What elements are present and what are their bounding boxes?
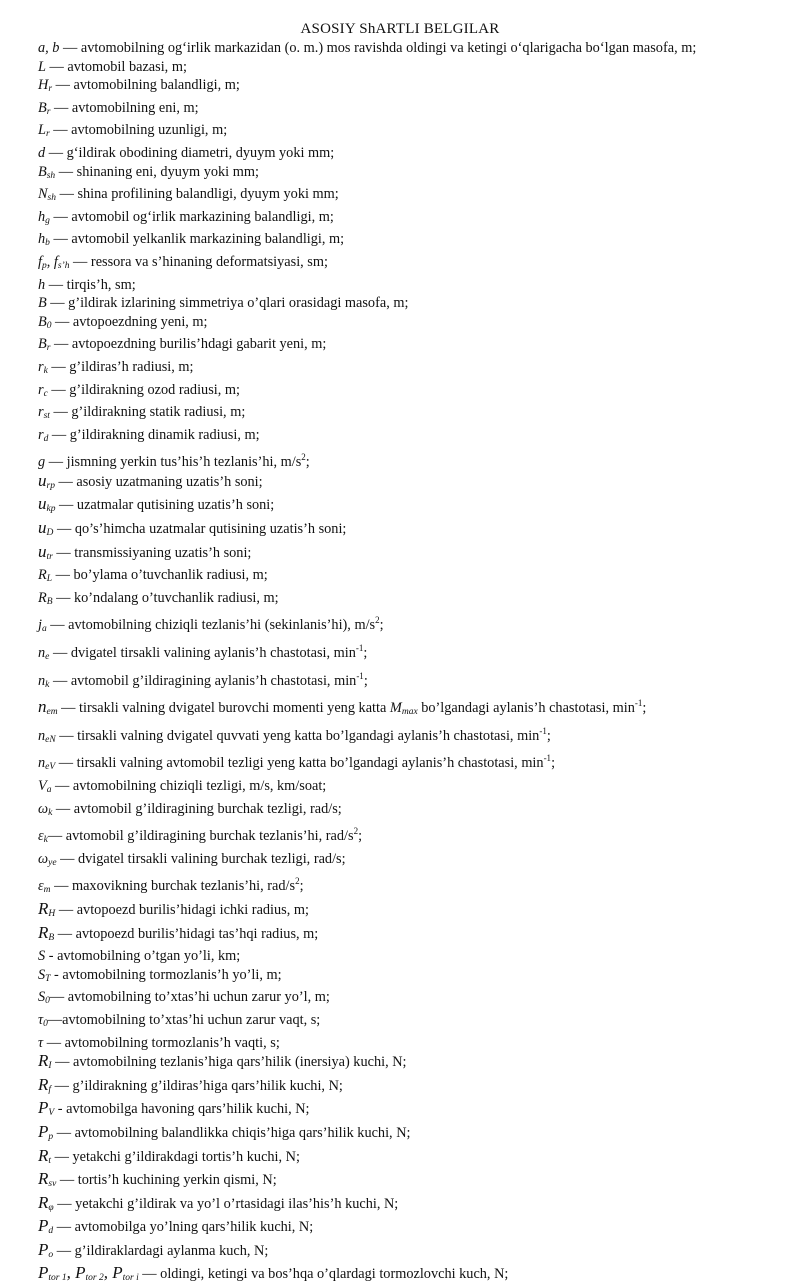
entry-end: ; xyxy=(379,617,384,634)
symbol-entry xyxy=(38,76,796,99)
symbol: R xyxy=(38,922,49,942)
symbol-entry xyxy=(38,230,796,253)
entry-end: ; xyxy=(363,672,368,689)
symbol: u xyxy=(38,470,47,490)
symbol-entry xyxy=(38,611,796,639)
symbol-description: — tirsakli valning dvigatel burovchi momenti yeng katta xyxy=(57,700,390,717)
symbol-subscript: st xyxy=(43,411,50,422)
inline-symbol: M xyxy=(389,700,402,717)
unit-superscript: -1 xyxy=(355,643,364,654)
symbol: τ xyxy=(38,1034,44,1051)
symbol-subscript: r xyxy=(46,106,51,117)
symbol: n xyxy=(38,755,46,772)
symbol-entry xyxy=(38,519,796,543)
symbol-description: — avtopoezdning yeni, m; xyxy=(51,313,208,330)
symbol-description: - avtomobilga havoning qars’hilik kuchi, N; xyxy=(54,1101,310,1118)
symbol-entry xyxy=(38,1034,796,1053)
symbol-entry xyxy=(38,1264,796,1288)
symbol: R xyxy=(38,1169,49,1189)
symbol-subscript: 0 xyxy=(46,320,52,331)
symbol-entry xyxy=(38,1147,796,1171)
symbol-description: — avtomobil bazasi, m; xyxy=(45,58,187,75)
symbol-subscript: r xyxy=(45,129,50,140)
entry-end: ; xyxy=(299,878,304,895)
symbol-description: — ressora va s’hinaning deformatsiyasi, sm; xyxy=(69,253,328,270)
symbol-entry xyxy=(38,1052,796,1076)
symbol-subscript: tor 2 xyxy=(85,1273,104,1284)
symbol-subscript: sh xyxy=(46,170,56,181)
symbol-entry xyxy=(38,966,796,989)
symbol-subscript: T xyxy=(45,973,51,984)
unit-superscript: -1 xyxy=(539,725,547,736)
symbol-entry xyxy=(38,208,796,231)
inline-symbol-subscript: max xyxy=(401,707,418,718)
symbol-subscript: p xyxy=(48,1131,54,1142)
symbol: ω xyxy=(38,850,49,867)
symbol-description: - avtomobilning o’tgan yo’li, km; xyxy=(45,948,241,965)
symbol-description: — shinaning eni, dyuym yoki mm; xyxy=(55,163,259,180)
symbol-description: — avtomobilning to’xtas’hi uchun zarur yo’l, m; xyxy=(49,989,330,1006)
symbol-description: — tirsakli valning avtomobil tezligi yeng katta bo’lgandagi aylanis’h chastotasi, min xyxy=(55,755,544,772)
symbol: ε xyxy=(38,878,44,895)
symbol-entry xyxy=(38,1011,796,1034)
symbol-subscript: a xyxy=(41,624,47,635)
symbol: j xyxy=(38,617,42,634)
symbol-subscript: k xyxy=(43,835,48,846)
symbol: R xyxy=(38,589,47,606)
symbol-entry xyxy=(38,448,796,472)
symbol: h xyxy=(38,231,46,248)
symbol-subscript: c xyxy=(43,388,48,399)
symbol-entry xyxy=(38,58,796,77)
symbol: R xyxy=(38,1051,49,1071)
unit-superscript: -1 xyxy=(634,698,643,709)
symbol-description: — avtomobilning tezlanis’higa qars’hilik (inersiya) kuchi, N; xyxy=(51,1054,407,1071)
symbol-subscript: eV xyxy=(45,762,56,773)
symbol-subscript: k xyxy=(43,365,48,376)
symbol: n xyxy=(38,727,46,744)
symbol-description: - avtomobilning tormozlanis’h yo’li, m; xyxy=(50,966,282,983)
symbol-description: — asosiy uzatmaning uzatis’h soni; xyxy=(54,473,263,490)
symbol-description: —avtomobilning to’xtas’hi uchun zarur vaqt, s; xyxy=(47,1011,321,1028)
symbol-subscript: d xyxy=(48,1226,54,1237)
entry-end: ; xyxy=(305,454,310,471)
symbol-description: — avtomobilning balandlikka chiqis’higa qars’hilik kuchi, N; xyxy=(53,1124,411,1141)
symbol-entry xyxy=(38,185,796,208)
symbol-entry xyxy=(38,403,796,426)
symbol-subscript: I xyxy=(48,1061,52,1072)
symbol-description: — avtomobil yelkanlik markazining balandligi, m; xyxy=(49,231,345,248)
symbol-subscript: tor 1 xyxy=(48,1273,67,1284)
symbol: P xyxy=(38,1216,49,1236)
symbol: r xyxy=(38,381,44,398)
symbol-subscript: B xyxy=(48,932,55,943)
symbol-entry xyxy=(38,294,796,313)
symbol-entry xyxy=(38,335,796,358)
symbol-description: — g’ildirakning dinamik radiusi, m; xyxy=(48,426,260,443)
symbol: , P xyxy=(103,1263,123,1283)
symbol: V xyxy=(38,778,47,794)
symbol: P xyxy=(38,1263,49,1283)
symbol-description: — avtopoezd burilis’hidagi ichki radius, m; xyxy=(55,901,309,918)
symbol-entry xyxy=(38,163,796,186)
symbol-entry xyxy=(38,800,796,823)
entry-end: ; xyxy=(363,645,368,662)
unit-superscript: 2 xyxy=(353,826,359,837)
symbol-subscript: k xyxy=(45,679,50,690)
symbol-entry xyxy=(38,253,796,276)
unit-superscript: 2 xyxy=(301,452,306,463)
symbol-subscript: s’h xyxy=(57,260,70,271)
symbol-subscript: sv xyxy=(48,1179,57,1190)
symbol-description: — tirqis’h, sm; xyxy=(45,276,136,293)
symbol-description: — g’ildirak izlarining simmetriya o’qlari orasidagi masofa, m; xyxy=(46,295,409,312)
symbol-entry xyxy=(38,1099,796,1123)
symbol-entry xyxy=(38,313,796,336)
symbol-entry xyxy=(38,667,796,695)
symbol-entry xyxy=(38,694,796,722)
symbol-description: — avtomobilning chiziqli tezlanis’hi (sekinlanis’hi), m/s xyxy=(46,617,376,634)
symbol-description: — yetakchi g’ildirakdagi tortis’h kuchi, N; xyxy=(51,1148,300,1165)
symbol-subscript: e xyxy=(45,652,50,663)
symbol: R xyxy=(38,1192,49,1212)
symbol: a, b xyxy=(38,40,60,56)
symbol-entry xyxy=(38,639,796,667)
symbol-description-cont: bo’lgandagi aylanis’h chastotasi, min xyxy=(417,700,635,717)
unit-superscript: 2 xyxy=(375,615,380,626)
symbol-subscript: rp xyxy=(46,480,55,491)
symbol: B xyxy=(38,295,47,312)
symbol: h xyxy=(38,276,46,293)
symbol: h xyxy=(38,208,46,225)
symbol-subscript: em xyxy=(46,707,58,718)
symbol-subscript: D xyxy=(46,528,54,539)
entry-end: ; xyxy=(358,828,363,845)
symbol-entry xyxy=(38,1194,796,1218)
symbol-subscript: φ xyxy=(48,1202,54,1213)
symbol: N xyxy=(38,186,48,203)
symbol: , f xyxy=(46,253,58,270)
symbol-description: — avtomobil ogʻirlik markazining balandligi, m; xyxy=(49,208,334,225)
symbol-entry xyxy=(38,722,796,750)
symbol-subscript: V xyxy=(48,1108,55,1119)
symbol-entry xyxy=(38,900,796,924)
symbol: B xyxy=(38,99,47,116)
symbol-list xyxy=(38,39,796,1288)
symbol-subscript: b xyxy=(45,238,50,249)
symbol: L xyxy=(38,58,46,75)
symbol: g xyxy=(38,454,46,471)
symbol-entry xyxy=(38,426,796,449)
symbol-subscript: kp xyxy=(46,504,56,515)
symbol-entry xyxy=(38,988,796,1011)
symbol: n xyxy=(38,672,46,689)
symbol-entry xyxy=(38,121,796,144)
symbol-subscript: H xyxy=(48,908,56,919)
symbol-description: — gʻildirak obodining diametri, dyuym yoki mm; xyxy=(45,144,335,161)
symbol: H xyxy=(38,77,49,94)
symbol-subscript: ye xyxy=(48,857,57,868)
symbol-entry xyxy=(38,1170,796,1194)
symbol-subscript: tr xyxy=(46,551,53,562)
entry-end: ; xyxy=(551,755,556,772)
symbol-description: — avtomobilga yo’lning qars’hilik kuchi, N; xyxy=(53,1219,314,1236)
symbol-description: — maxovikning burchak tezlanis’hi, rad/s xyxy=(50,878,296,895)
symbol-description: — avtomobilning ogʻirlik markazidan (o. m.) mos ravishda oldingi va ketingi oʻqlarigacha boʻlgan masofa, m; xyxy=(59,40,697,56)
symbol: d xyxy=(38,144,46,161)
symbol-description: — qo’s’himcha uzatmalar qutisining uzatis’h soni; xyxy=(53,521,347,538)
symbol-description: — avtomobilning eni, m; xyxy=(50,99,199,116)
symbol-description: — avtomobilning balandligi, m; xyxy=(52,77,240,94)
symbol-entry xyxy=(38,777,796,800)
symbol-description: — dvigatel tirsakli valining aylanis’h chastotasi, min xyxy=(49,645,356,662)
symbol-entry xyxy=(38,144,796,163)
symbol-entry xyxy=(38,924,796,948)
symbol-subscript: p xyxy=(41,260,47,271)
symbol-entry xyxy=(38,947,796,966)
symbol-description: — oldingi, ketingi va bos’hqa o’qlardagi tormozlovchi kuch, N; xyxy=(138,1266,509,1283)
symbol-entry xyxy=(38,39,796,58)
symbol: r xyxy=(38,404,44,421)
symbol-subscript: m xyxy=(43,885,51,896)
symbol-description: — jismning yerkin tus’his’h tezlanis’hi, m/s xyxy=(45,454,302,471)
symbol: P xyxy=(38,1121,49,1141)
symbol-description: — avtomobil g’ildiragining burchak tezlanis’hi, rad/s xyxy=(47,828,354,845)
symbol-entry xyxy=(38,1123,796,1147)
symbol: r xyxy=(38,358,44,375)
symbol: B xyxy=(38,313,47,330)
symbol-subscript: L xyxy=(46,574,53,585)
entry-end: ; xyxy=(546,727,551,744)
symbol-subscript: 0 xyxy=(45,996,50,1007)
symbol-subscript: t xyxy=(48,1155,52,1166)
symbol-description: — avtomobilning uzunligi, m; xyxy=(49,122,228,139)
symbol: R xyxy=(38,567,47,584)
symbol-description: — avtomobilning chiziqli tezligi, m/s, km/soat; xyxy=(51,778,327,794)
symbol: u xyxy=(38,518,47,538)
symbol-subscript: sh xyxy=(47,193,56,204)
symbol-entry xyxy=(38,872,796,900)
symbol-description: — g’ildirakning g’ildiras’higa qars’hilik kuchi, N; xyxy=(51,1077,343,1094)
symbol: L xyxy=(38,122,46,139)
symbol-subscript: r xyxy=(46,343,51,354)
symbol: n xyxy=(38,645,46,662)
unit-superscript: 2 xyxy=(295,876,300,887)
symbol-description: — bo’ylama o’tuvchanlik radiusi, m; xyxy=(52,567,268,584)
symbol: S xyxy=(38,948,46,965)
symbol-description: — avtopoezd burilis’hidagi tas’hqi radius, m; xyxy=(54,925,319,942)
symbol-description: — avtomobil g’ildiragining aylanis’h chastotasi, min xyxy=(49,672,357,689)
symbol-description: — g’ildiras’h radiusi, m; xyxy=(47,358,194,375)
symbol-subscript: B xyxy=(46,596,53,607)
symbol-entry xyxy=(38,850,796,873)
symbol-description: — tortis’h kuchining yerkin qismi, N; xyxy=(56,1172,277,1189)
symbol-subscript: k xyxy=(48,807,53,818)
symbol-description: — dvigatel tirsakli valining burchak tezligi, rad/s; xyxy=(56,850,346,867)
symbol-description: — avtopoezdning burilis’hdagi gabarit yeni, m; xyxy=(50,336,327,353)
symbol: P xyxy=(38,1098,49,1118)
symbol: R xyxy=(38,1145,49,1165)
symbol: P xyxy=(38,1239,49,1259)
symbol-entry xyxy=(38,276,796,295)
symbol-subscript: d xyxy=(43,433,49,444)
symbol: R xyxy=(38,898,49,918)
page-title: ASOSIY ShARTLI BELGILAR xyxy=(300,21,500,37)
symbol-entry xyxy=(38,566,796,589)
symbol: u xyxy=(38,494,47,514)
symbol-subscript: g xyxy=(45,215,50,226)
symbol: f xyxy=(38,253,42,270)
entry-end: ; xyxy=(642,700,647,717)
symbol-description: — ko’ndalang o’tuvchanlik radiusi, m; xyxy=(52,589,279,606)
unit-superscript: -1 xyxy=(356,670,364,681)
symbol-entry xyxy=(38,543,796,567)
symbol-description: — g’ildirakning ozod radiusi, m; xyxy=(47,381,240,398)
symbol-description: — tirsakli valning dvigatel quvvati yeng katta bo’lgandagi aylanis’h chastotasi, min xyxy=(55,727,540,744)
symbol: τ xyxy=(38,1011,44,1028)
symbol-entry xyxy=(38,99,796,122)
symbol-entry xyxy=(38,749,796,777)
symbol-entry xyxy=(38,822,796,850)
symbol: ω xyxy=(38,800,49,817)
symbol-entry xyxy=(38,1217,796,1241)
symbol-entry xyxy=(38,1076,796,1100)
symbol: R xyxy=(38,1074,49,1094)
symbol-entry xyxy=(38,495,796,519)
symbol: , P xyxy=(66,1263,86,1283)
symbol-entry xyxy=(38,1241,796,1265)
symbol: ε xyxy=(38,828,44,845)
symbol-subscript: a xyxy=(46,785,52,795)
symbol: r xyxy=(38,426,44,443)
symbol-entry xyxy=(38,589,796,612)
symbol: S xyxy=(38,989,46,1006)
symbol-subscript: f xyxy=(48,1084,52,1095)
symbol-description: — avtomobilning tormozlanis’h vaqti, s; xyxy=(43,1034,280,1051)
symbol-description: — g’ildiraklardagi aylanma kuch, N; xyxy=(53,1242,269,1259)
symbol-entry xyxy=(38,358,796,381)
symbol-description: — yetakchi g’ildirak va yo’l o’rtasidagi ilas’his’h kuchi, N; xyxy=(53,1195,399,1212)
symbol-subscript: o xyxy=(48,1249,54,1260)
symbol-subscript: tor i xyxy=(122,1273,139,1284)
symbol: B xyxy=(38,163,47,180)
symbol-subscript: 0 xyxy=(43,1018,48,1029)
symbol-description: — uzatmalar qutisining uzatis’h soni; xyxy=(55,497,275,514)
symbol-description: — avtomobil g’ildiragining burchak tezligi, rad/s; xyxy=(52,800,342,817)
symbol: B xyxy=(38,336,47,353)
symbol-entry xyxy=(38,472,796,496)
symbol-description: — transmissiyaning uzatis’h soni; xyxy=(52,544,252,561)
symbol-entry xyxy=(38,381,796,404)
symbol-subscript: eN xyxy=(45,734,56,745)
symbol: u xyxy=(38,541,47,561)
symbol: n xyxy=(38,697,47,717)
unit-superscript: -1 xyxy=(543,753,552,764)
symbol: S xyxy=(38,966,46,983)
symbol-subscript: r xyxy=(48,84,53,95)
symbol-description: — g’ildirakning statik radiusi, m; xyxy=(49,404,246,421)
symbol-description: — shina profilining balandligi, dyuym yoki mm; xyxy=(56,186,339,203)
